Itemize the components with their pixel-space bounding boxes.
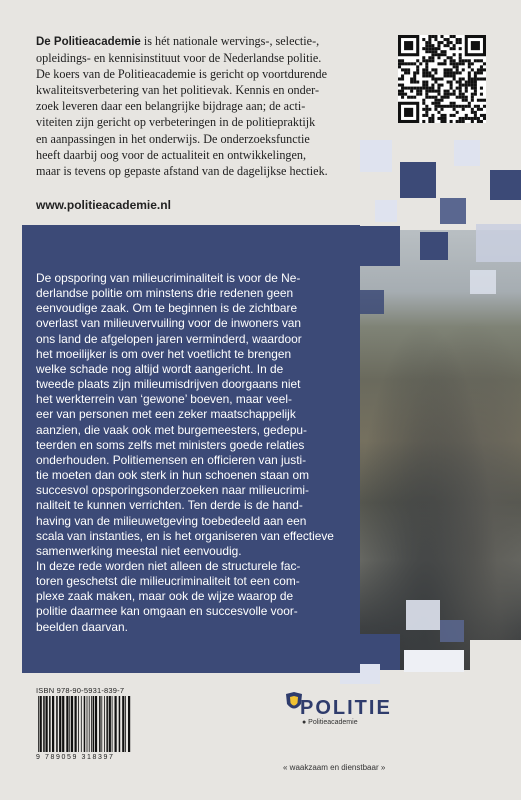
decor-square — [440, 198, 466, 224]
intro-bold-lead: De Politieacademie — [36, 36, 141, 48]
decor-square — [490, 170, 521, 200]
intro-line: zoek leveren daar een belangrijke bijdrage aan; de acti- — [36, 99, 306, 114]
body-line: plexe zaak maken, maar ook de wijze waarop de — [36, 589, 294, 604]
body-line: teerden en soms zelfs met ministers goede relaties — [36, 437, 305, 452]
decor-square — [454, 140, 480, 166]
decor-square — [470, 270, 496, 294]
intro-line: maar is tevens op gepaste afstand van de dagelijkse hectiek. — [36, 163, 328, 178]
decor-square — [375, 200, 397, 222]
logo-wordmark: POLITIE — [300, 697, 392, 719]
body-line: scala van instanties, en is het organiseren van effectieve — [36, 528, 334, 543]
intro-line: is hét nationale wervings-, selectie-, — [140, 34, 320, 48]
intro-line: en aanpassingen in het onderwijs. De onderzoeksfunctie — [36, 131, 310, 146]
body-line: De opsporing van milieucriminaliteit is voor de Ne- — [36, 271, 301, 285]
body-line: overlast van milieuvervuiling voor de inwoners van — [36, 316, 302, 331]
body-line: het werkterrein van ‘gewone’ boeven, maar veel- — [36, 392, 293, 407]
decor-square — [470, 640, 521, 672]
logo-subtitle: ● Politieacademie — [302, 719, 358, 726]
intro-line: opleidings- en kennisinstituut voor de Nederlandse politie. — [36, 51, 322, 66]
decor-square — [360, 290, 384, 314]
intro-paragraph — [36, 33, 376, 179]
qr-code — [398, 35, 486, 123]
body-line: eer van personen met een zeker maatschappelijk — [36, 407, 296, 422]
decor-square — [406, 600, 440, 630]
isbn: ISBN 978-90-5931-839-7 — [36, 686, 125, 695]
body-line: toren geschetst die milieucriminaliteit tot een com- — [36, 574, 300, 589]
body-line: tie moeten dan ook sterk in hun schoenen staan om — [36, 468, 309, 483]
barcode — [36, 696, 134, 752]
intro-line: De koers van de Politieacademie is gericht op voortdurende — [36, 67, 328, 82]
intro-line: kwaliteitsverbetering van het politievak. Kennis en onder- — [36, 83, 320, 98]
decor-square — [360, 226, 400, 266]
body-line: het moeilijker is om over het voetlicht te brengen — [36, 346, 292, 361]
decor-square — [420, 232, 448, 260]
decor-square — [404, 650, 464, 672]
body-line: In deze rede worden niet alleen de structurele fac- — [36, 558, 301, 573]
intro-line: heeft daarbij oog voor de actualiteit en ontwikkelingen, — [36, 147, 307, 162]
tagline: « waakzaam en dienstbaar » — [283, 763, 386, 772]
body-line: ons land de afgelopen jaren verminderd, waardoor — [36, 331, 302, 346]
intro-line: viteiten zijn gericht op verbeteringen in de politiepraktijk — [36, 115, 316, 130]
body-line: having van de milieuwetgeving toebedeeld aan een — [36, 513, 307, 528]
body-line: succesvol opsporingsonderzoeken naar milieucrimi- — [36, 483, 309, 498]
body-line: derlandse politie om minstens drie redenen geen — [36, 286, 294, 301]
body-line: tweede plaats zijn milieumisdrijven doorgaans niet — [36, 377, 301, 392]
body-line: politie daarmee kan omgaan en succesvolle voor- — [36, 604, 298, 619]
body-line: welke schade nog altijd wordt aangericht. In de — [36, 361, 284, 376]
landscape-photo — [360, 230, 521, 670]
website-url: www.politieacademie.nl — [36, 198, 171, 212]
body-line: naliteit te kunnen verrichten. Ten derde is de hand- — [36, 498, 303, 513]
body-line: samenwerking meestal niet eenvoudig. — [36, 543, 242, 558]
body-line: beelden daarvan. — [36, 619, 128, 634]
decor-square — [440, 620, 464, 642]
decor-square — [476, 224, 521, 262]
body-line: eenvoudige zaak. Om te beginnen is de zichtbare — [36, 301, 298, 316]
barcode-number: 9 789059 318397 — [36, 754, 115, 761]
body-line: onderhouden. Politiemensen en officieren van justi- — [36, 452, 307, 467]
body-text — [36, 271, 351, 635]
body-line: aanzien, die vaak ook met burgemeesters, gedepu- — [36, 422, 308, 437]
decor-square — [360, 140, 392, 172]
decor-square — [400, 162, 436, 198]
